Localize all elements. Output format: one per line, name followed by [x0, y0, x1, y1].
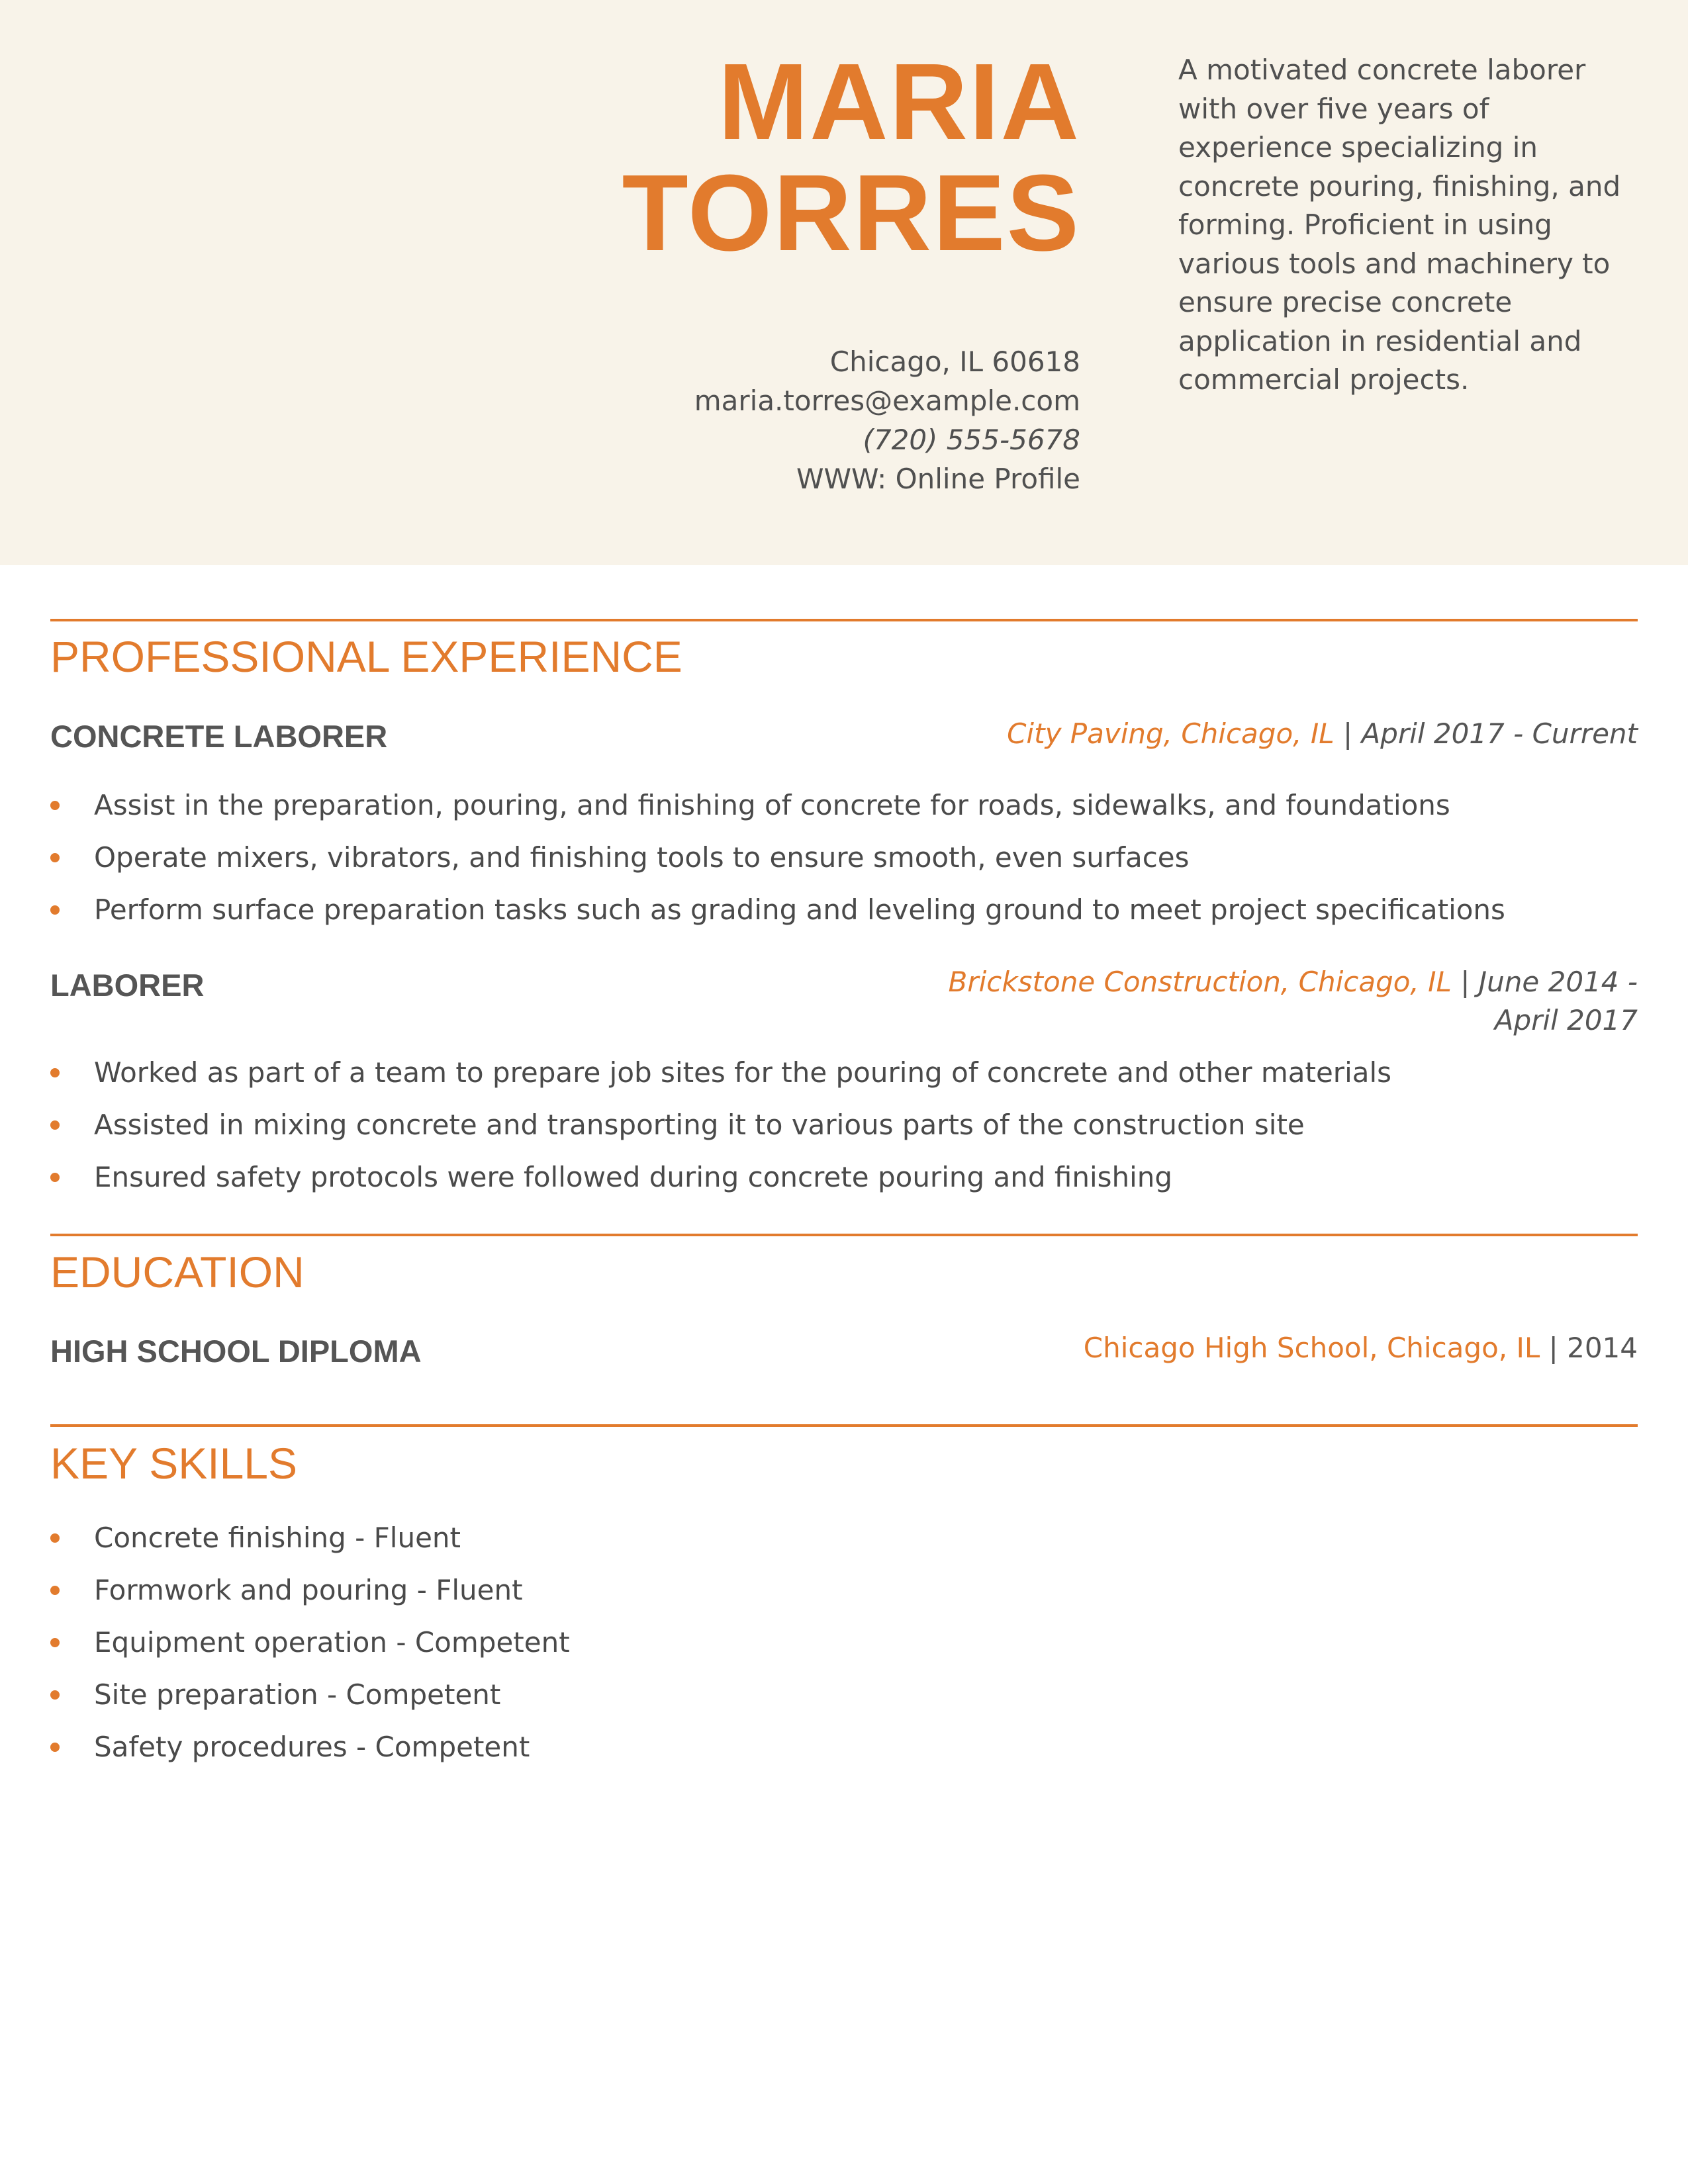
list-item: Concrete finishing - Fluent: [50, 1512, 1638, 1564]
list-item: Worked as part of a team to prepare job sites for the pouring of concrete and other materials: [50, 1046, 1638, 1099]
job-duties-list: [50, 1046, 1638, 1203]
list-item: Operate mixers, vibrators, and finishing tools to ensure smooth, even surfaces: [50, 831, 1638, 884]
bullet-icon: [50, 1173, 60, 1182]
bullet-icon: [50, 801, 60, 810]
bullet-icon: [50, 853, 60, 862]
name-first: MARIA: [718, 41, 1080, 162]
bullet-icon: [50, 1743, 60, 1752]
contact-web[interactable]: WWW: Online Profile: [796, 463, 1080, 495]
list-item: Assisted in mixing concrete and transporting it to various parts of the construction site: [50, 1099, 1638, 1151]
section-title-experience: PROFESSIONAL EXPERIENCE: [50, 632, 682, 681]
job-meta: [910, 715, 1638, 753]
skills-list: [50, 1512, 1638, 1773]
section-divider: [50, 1234, 1638, 1236]
name-last: TORRES: [622, 152, 1080, 273]
job-title: CONCRETE LABORER: [50, 719, 388, 754]
candidate-name: [622, 41, 1080, 273]
job-meta: [883, 963, 1638, 1040]
meta-separator: |: [1540, 1332, 1568, 1364]
meta-separator: |: [1334, 717, 1362, 750]
list-item: Ensured safety protocols were followed during concrete pouring and finishing: [50, 1151, 1638, 1203]
list-item: Equipment operation - Competent: [50, 1616, 1638, 1668]
bullet-icon: [50, 1533, 60, 1543]
professional-summary: A motivated concrete laborer with over five years of experience specializing in concrete pouring, finishing, and forming. Proficient in using various tools and machinery to ensure precise concrete application in residential and commercial projects.: [1178, 54, 1621, 396]
degree-title: HIGH SCHOOL DIPLOMA: [50, 1334, 422, 1369]
graduation-year: 2014: [1567, 1332, 1638, 1364]
bullet-icon: [50, 1638, 60, 1647]
list-item: Safety procedures - Competent: [50, 1721, 1638, 1773]
bullet-icon: [50, 905, 60, 915]
job-employer: City Paving, Chicago, IL: [1007, 717, 1335, 750]
contact-info: [694, 342, 1080, 498]
contact-email[interactable]: maria.torres@example.com: [694, 385, 1080, 417]
school-name: Chicago High School, Chicago, IL: [1083, 1332, 1540, 1364]
list-item: Formwork and pouring - Fluent: [50, 1564, 1638, 1616]
list-item: Assist in the preparation, pouring, and finishing of concrete for roads, sidewalks, and foundations: [50, 779, 1638, 831]
list-item: Site preparation - Competent: [50, 1668, 1638, 1721]
job-duties-list: [50, 779, 1638, 936]
contact-phone[interactable]: (720) 555-5678: [863, 424, 1080, 456]
job-dates: June 2014 - April 2017: [1478, 966, 1638, 1036]
job-employer: Brickstone Construction, Chicago, IL: [948, 966, 1452, 998]
education-meta: [910, 1329, 1638, 1367]
job-title: LABORER: [50, 968, 205, 1003]
job-dates: April 2017 - Current: [1361, 717, 1638, 750]
header-band: [0, 0, 1688, 565]
contact-location: Chicago, IL 60618: [829, 345, 1080, 378]
section-divider: [50, 1424, 1638, 1427]
list-item: Perform surface preparation tasks such as grading and leveling ground to meet project specifications: [50, 884, 1638, 936]
section-title-skills: KEY SKILLS: [50, 1439, 298, 1488]
section-title-education: EDUCATION: [50, 1248, 305, 1297]
meta-separator: |: [1451, 966, 1479, 998]
bullet-icon: [50, 1120, 60, 1130]
section-divider: [50, 619, 1638, 621]
bullet-icon: [50, 1586, 60, 1595]
bullet-icon: [50, 1068, 60, 1077]
bullet-icon: [50, 1690, 60, 1700]
